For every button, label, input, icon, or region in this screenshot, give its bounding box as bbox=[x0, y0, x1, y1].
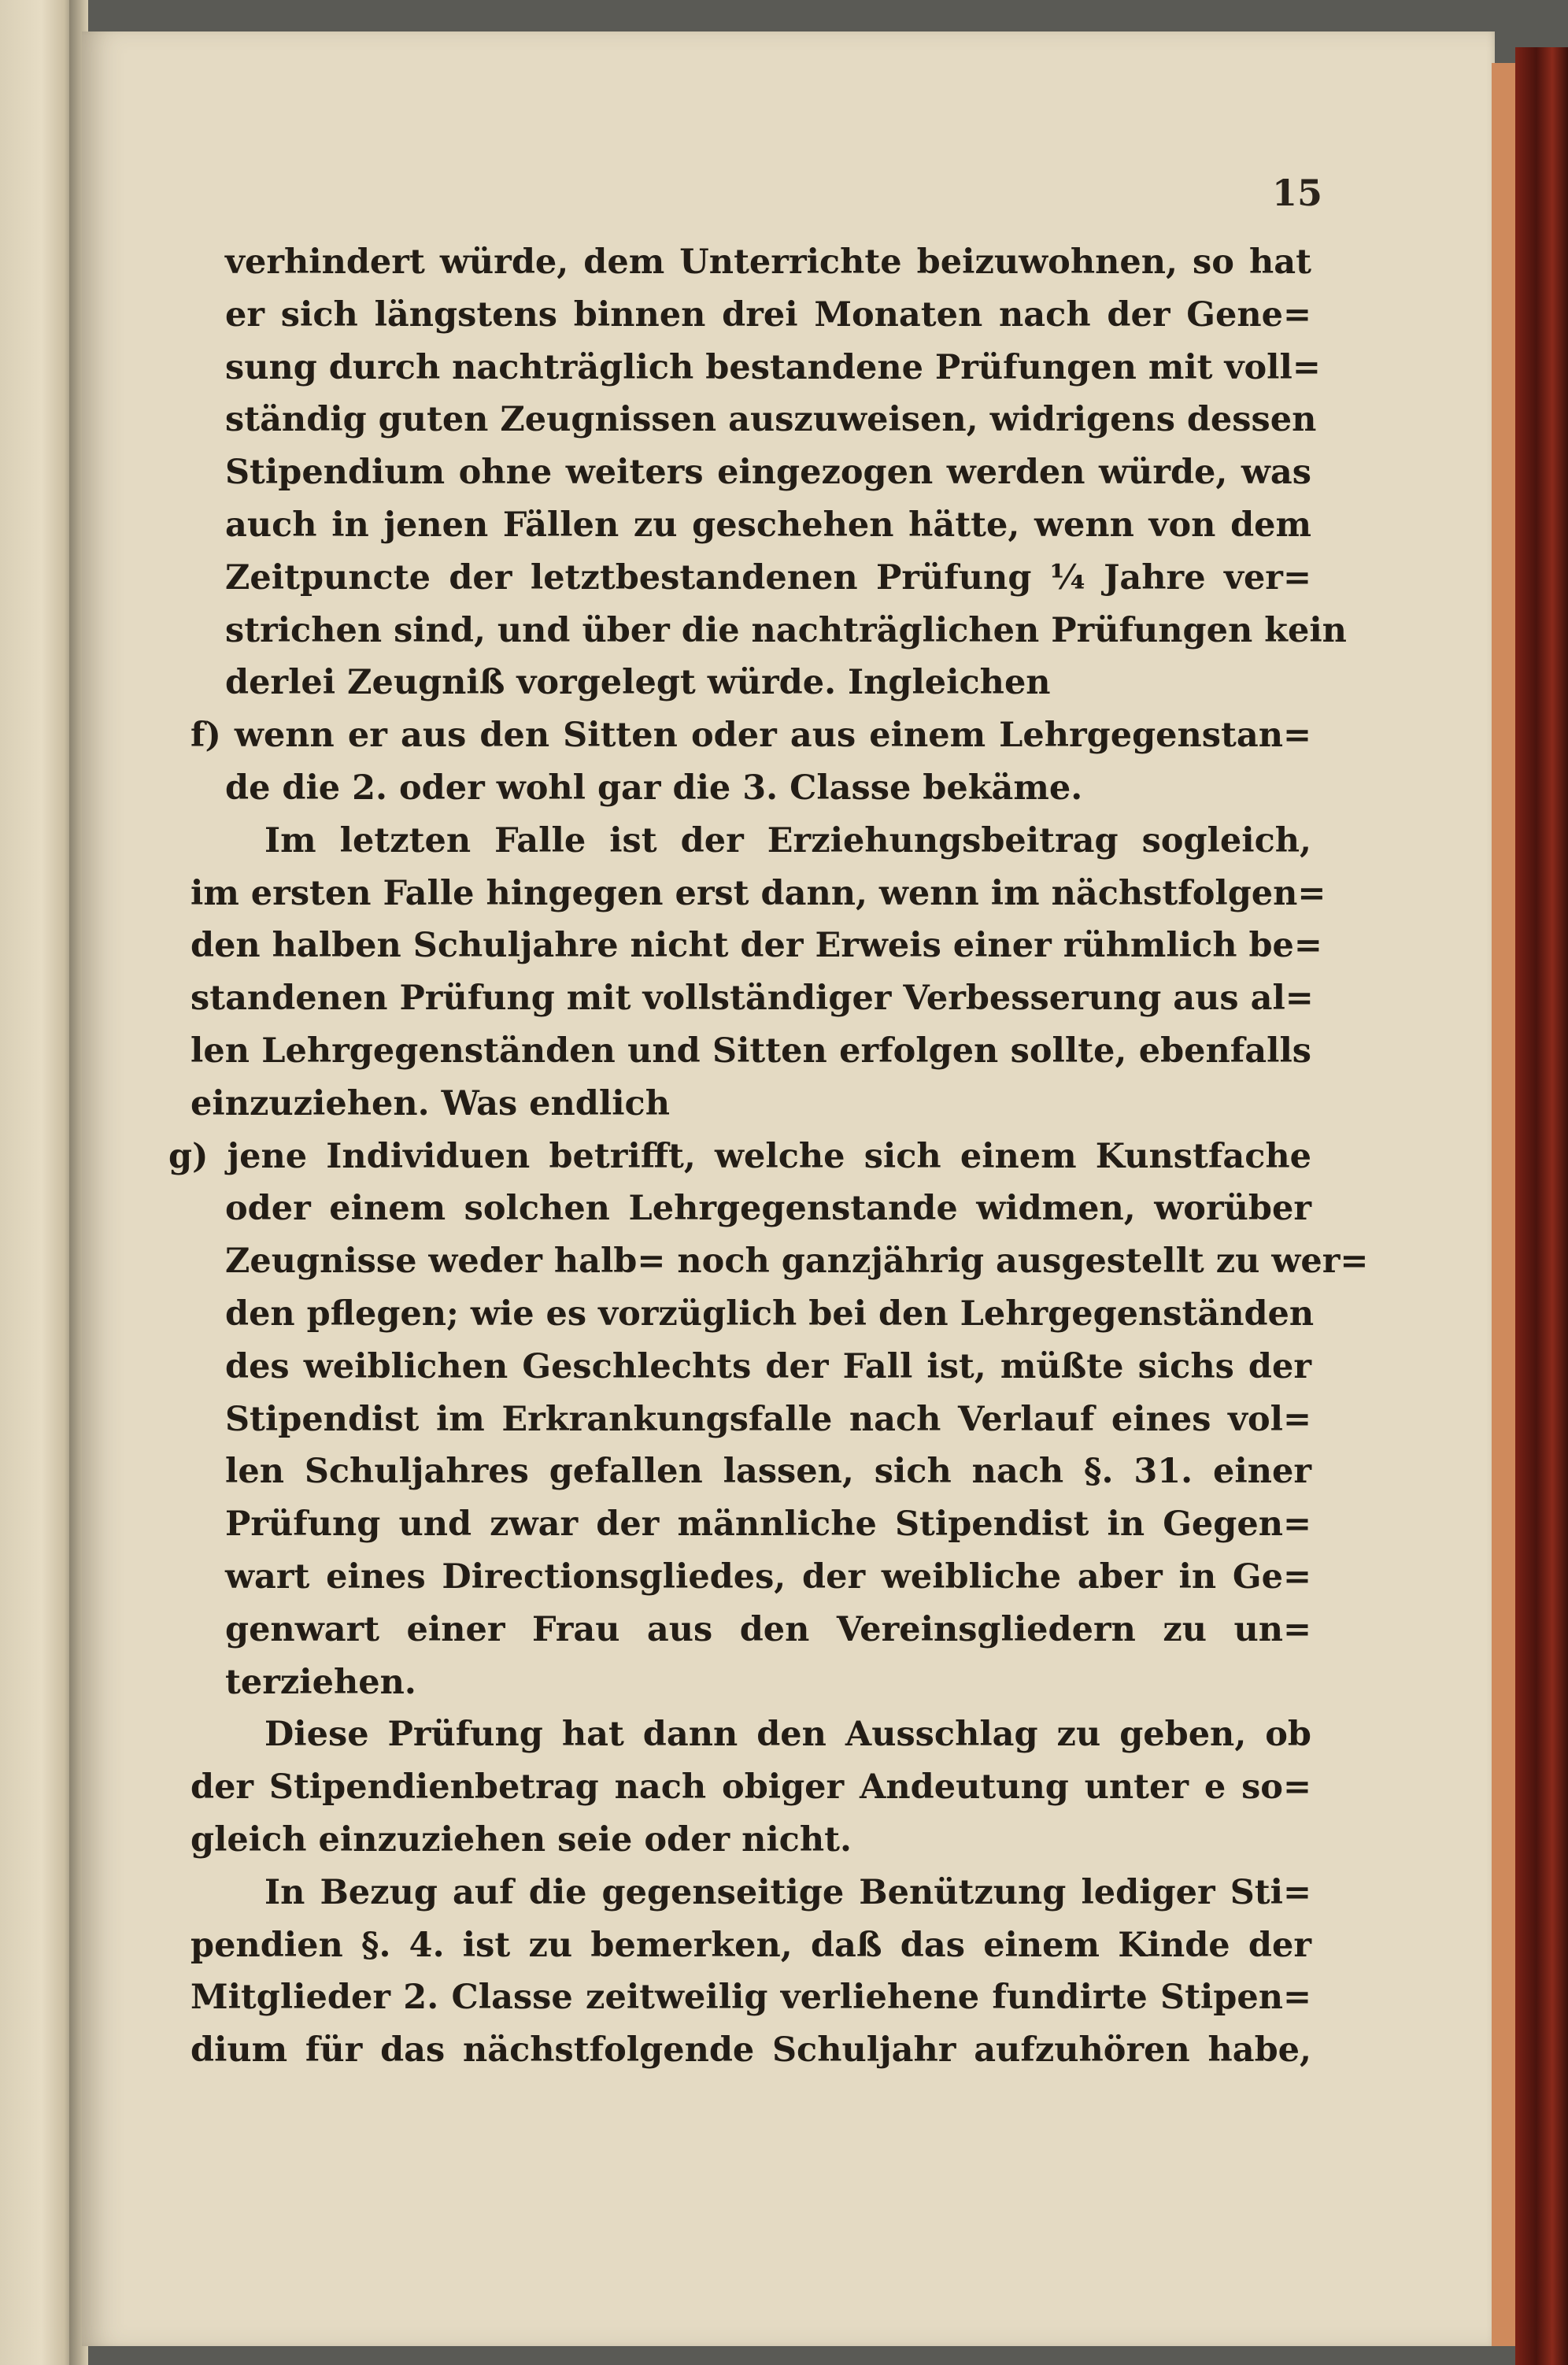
left-page-edge bbox=[0, 0, 76, 2365]
text-line: Stipendium ohne weiters eingezogen werden würde, was bbox=[225, 453, 1311, 493]
text-line: genwart einer Frau aus den Vereinsgliedern zu un= bbox=[225, 1609, 1311, 1649]
text-line: auch in jenen Fällen zu geschehen hätte, wenn von dem bbox=[225, 505, 1311, 545]
text-line: strichen sind, und über die nachträglichen Prüfungen kein bbox=[225, 610, 1347, 650]
text-line: sung durch nachträglich bestandene Prüfungen mit voll= bbox=[225, 347, 1321, 387]
text-line: de die 2. oder wohl gar die 3. Classe bekäme. bbox=[225, 768, 1083, 808]
text-line: im ersten Falle hingegen erst dann, wenn im nächstfolgen= bbox=[190, 873, 1326, 913]
text-line: Zeugnisse weder halb= noch ganzjährig ausgestellt zu wer= bbox=[225, 1242, 1369, 1282]
text-line: Prüfung und zwar der männliche Stipendist in Gegen= bbox=[225, 1504, 1311, 1545]
text-line: den pflegen; wie es vorzüglich bei den Lehrgegenständen bbox=[225, 1294, 1315, 1334]
text-line: Mitglieder 2. Classe zeitweilig verliehene fundirte Stipen= bbox=[190, 1978, 1311, 2018]
paragraph-start: In Bezug auf die gegenseitige Benützung lediger Sti= bbox=[264, 1872, 1311, 1912]
text-line: len Lehrgegenständen und Sitten erfolgen sollte, ebenfalls bbox=[190, 1031, 1311, 1071]
list-item-g: g) jene Individuen betrifft, welche sich einem Kunstfache bbox=[168, 1136, 1311, 1176]
list-item-f: f) wenn er aus den Sitten oder aus einem Lehrgegenstan= bbox=[190, 716, 1311, 756]
text-line: terziehen. bbox=[225, 1662, 416, 1702]
text-line: pendien §. 4. ist zu bemerken, daß das einem Kinde der bbox=[190, 1925, 1311, 1965]
text-line: des weiblichen Geschlechts der Fall ist, müßte sichs der bbox=[225, 1346, 1311, 1386]
text-line: einzuziehen. Was endlich bbox=[190, 1083, 670, 1123]
text-line: Stipendist im Erkrankungsfalle nach Verlauf eines vol= bbox=[225, 1399, 1311, 1439]
book-cover-edge bbox=[1515, 47, 1568, 2365]
text-line: len Schuljahres gefallen lassen, sich nach §. 31. einer bbox=[225, 1452, 1311, 1492]
page-number: 15 bbox=[1271, 172, 1322, 214]
text-line: den halben Schuljahre nicht der Erweis einer rühmlich be= bbox=[190, 926, 1322, 966]
text-line: standenen Prüfung mit vollständiger Verbesserung aus al= bbox=[190, 979, 1314, 1019]
body-text bbox=[168, 236, 1369, 2077]
text-line: er sich längstens binnen drei Monaten nach der Gene= bbox=[225, 294, 1311, 335]
text-line: Zeitpuncte der letztbestandenen Prüfung ¼ Jahre ver= bbox=[225, 557, 1311, 598]
paragraph-start: Im letzten Falle ist der Erziehungsbeitrag sogleich, bbox=[264, 820, 1311, 861]
text-line: dium für das nächstfolgende Schuljahr aufzuhören habe, bbox=[190, 2030, 1311, 2071]
text-line: gleich einzuziehen seie oder nicht. bbox=[190, 1819, 852, 1860]
text-line: der Stipendienbetrag nach obiger Andeutung unter e so= bbox=[190, 1767, 1311, 1808]
text-line: oder einem solchen Lehrgegenstande widmen, worüber bbox=[225, 1189, 1311, 1229]
page-edge-stack bbox=[1492, 63, 1515, 2346]
text-line: ständig guten Zeugnissen auszuweisen, widrigens dessen bbox=[225, 400, 1317, 440]
text-line: verhindert würde, dem Unterrichte beizuwohnen, so hat bbox=[225, 242, 1311, 282]
text-line: wart eines Directionsgliedes, der weibliche aber in Ge= bbox=[225, 1556, 1311, 1597]
text-line: derlei Zeugniß vorgelegt würde. Ingleichen bbox=[225, 663, 1051, 703]
paragraph-start: Diese Prüfung hat dann den Ausschlag zu geben, ob bbox=[264, 1715, 1311, 1755]
